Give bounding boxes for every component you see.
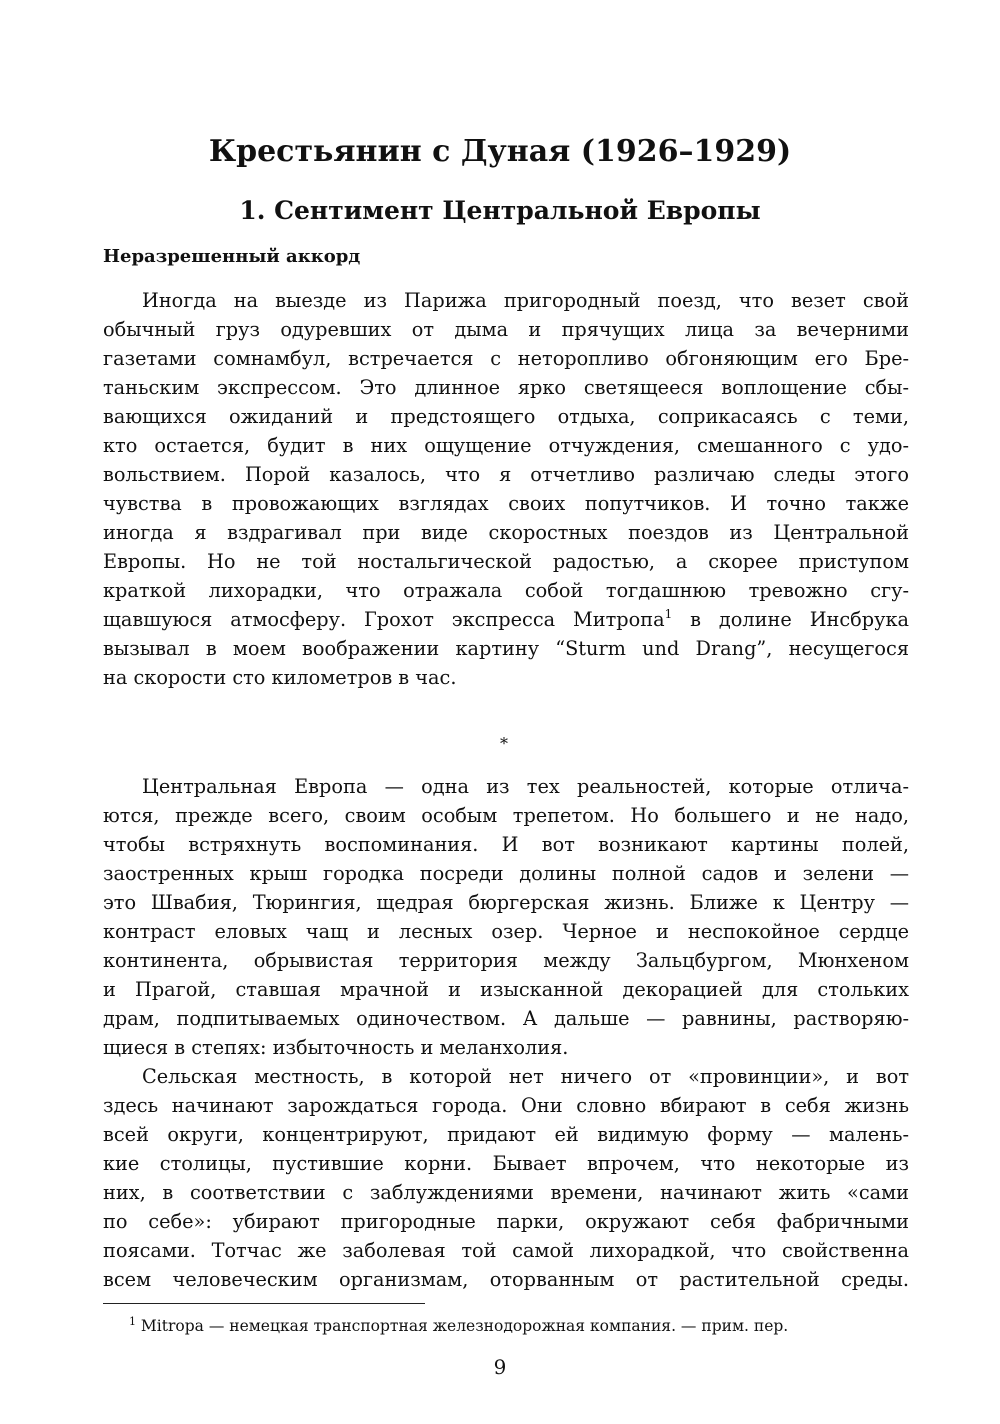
text-line: это Швабия, Тюрингия, щедрая бюргерская жизнь. Ближе к Центру — xyxy=(103,891,909,914)
text-line: по себе»: убирают пригородные парки, окружают себя фабричными xyxy=(103,1210,909,1233)
footnote-divider xyxy=(103,1303,425,1304)
text-line: кто остается, будит в них ощущение отчуждения, смешанного с удо- xyxy=(103,434,909,457)
section-separator: * xyxy=(500,734,508,753)
text-line: заостренных крыш городка посреди долины полной садов и зелени — xyxy=(103,862,909,885)
text-line: Европы. Но не той ностальгической радостью, а скорее приступом xyxy=(103,550,909,573)
footnote-marker: 1 xyxy=(129,1315,136,1328)
page-number: 9 xyxy=(493,1355,507,1379)
paragraph-2 xyxy=(103,772,909,1062)
text-line: чтобы встряхнуть воспоминания. И вот возникают картины полей, xyxy=(103,833,909,856)
text-line: драм, подпитываемых одиночеством. А дальше — равнины, растворяю- xyxy=(103,1007,909,1030)
text-line: газетами сомнамбул, встречается с неторопливо обгоняющим его Бре- xyxy=(103,347,909,370)
subsection-title: Неразрешенный аккорд xyxy=(103,246,361,267)
text-line: Иногда на выезде из Парижа пригородный поезд, что везет свой xyxy=(142,289,909,312)
text-line: обычный груз одуревших от дыма и прячущих лица за вечерними xyxy=(103,318,909,341)
text-line: щиеся в степях: избыточность и меланхолия. xyxy=(103,1036,569,1059)
text-line: всем человеческим организмам, оторванным от растительной среды. xyxy=(103,1268,909,1291)
text-line: и Прагой, ставшая мрачной и изысканной декорацией для стольких xyxy=(103,978,909,1001)
text-line: Центральная Европа — одна из тех реальностей, которые отлича- xyxy=(142,775,909,798)
text-line: чувства в провожающих взглядах своих попутчиков. И точно также xyxy=(103,492,909,515)
text-line: иногда я вздрагивал при виде скоростных поездов из Центральной xyxy=(103,521,909,544)
footnote-reference[interactable]: 1 xyxy=(664,607,673,621)
text-line: вызывал в моем воображении картину “Sturm und Drang”, несущегося xyxy=(103,637,909,660)
paragraph-1 xyxy=(103,286,909,692)
text-segment: в долине Инсбрука xyxy=(672,608,909,631)
text-line: поясами. Тотчас же заболевая той самой лихорадкой, что свойственна xyxy=(103,1239,909,1262)
text-line: континента, обрывистая территория между Зальцбургом, Мюнхеном xyxy=(103,949,909,972)
text-line: кие столицы, пустившие корни. Бывает впрочем, что некоторые из xyxy=(103,1152,909,1175)
chapter-title: Крестьянин с Дуная (1926–1929) xyxy=(208,134,792,169)
text-line: вольствием. Порой казалось, что я отчетливо различаю следы этого xyxy=(103,463,909,486)
text-line: краткой лихорадки, что отражала собой тогдашнюю тревожно сгу- xyxy=(103,579,909,602)
paragraph-3 xyxy=(103,1062,909,1294)
text-line: здесь начинают зарождаться города. Они словно вбирают в себя жизнь xyxy=(103,1094,909,1117)
text-line: вающихся ожиданий и предстоящего отдыха, соприкасаясь с теми, xyxy=(103,405,909,428)
footnote xyxy=(129,1317,788,1335)
text-line: таньским экспрессом. Это длинное ярко светящееся воплощение сбы- xyxy=(103,376,909,399)
text-line: Сельская местность, в которой нет ничего от «провинции», и вот xyxy=(142,1065,909,1088)
text-segment: щавшуюся атмосферу. Грохот экспресса Митропа xyxy=(103,608,665,631)
footnote-text: Mitropa — немецкая транспортная железнодорожная компания. — прим. пер. xyxy=(136,1317,789,1335)
text-line xyxy=(103,605,909,634)
text-line: них, в соответствии с заблуждениями времени, начинают жить «сами xyxy=(103,1181,909,1204)
text-line: всей округи, концентрируют, придают ей видимую форму — малень- xyxy=(103,1123,909,1146)
text-line: ются, прежде всего, своим особым трепетом. Но большего и не надо, xyxy=(103,804,909,827)
section-title: 1. Сентимент Центральной Европы xyxy=(239,196,761,225)
text-line: контраст еловых чащ и лесных озер. Черное и неспокойное сердце xyxy=(103,920,909,943)
text-line: на скорости сто километров в час. xyxy=(103,666,457,689)
